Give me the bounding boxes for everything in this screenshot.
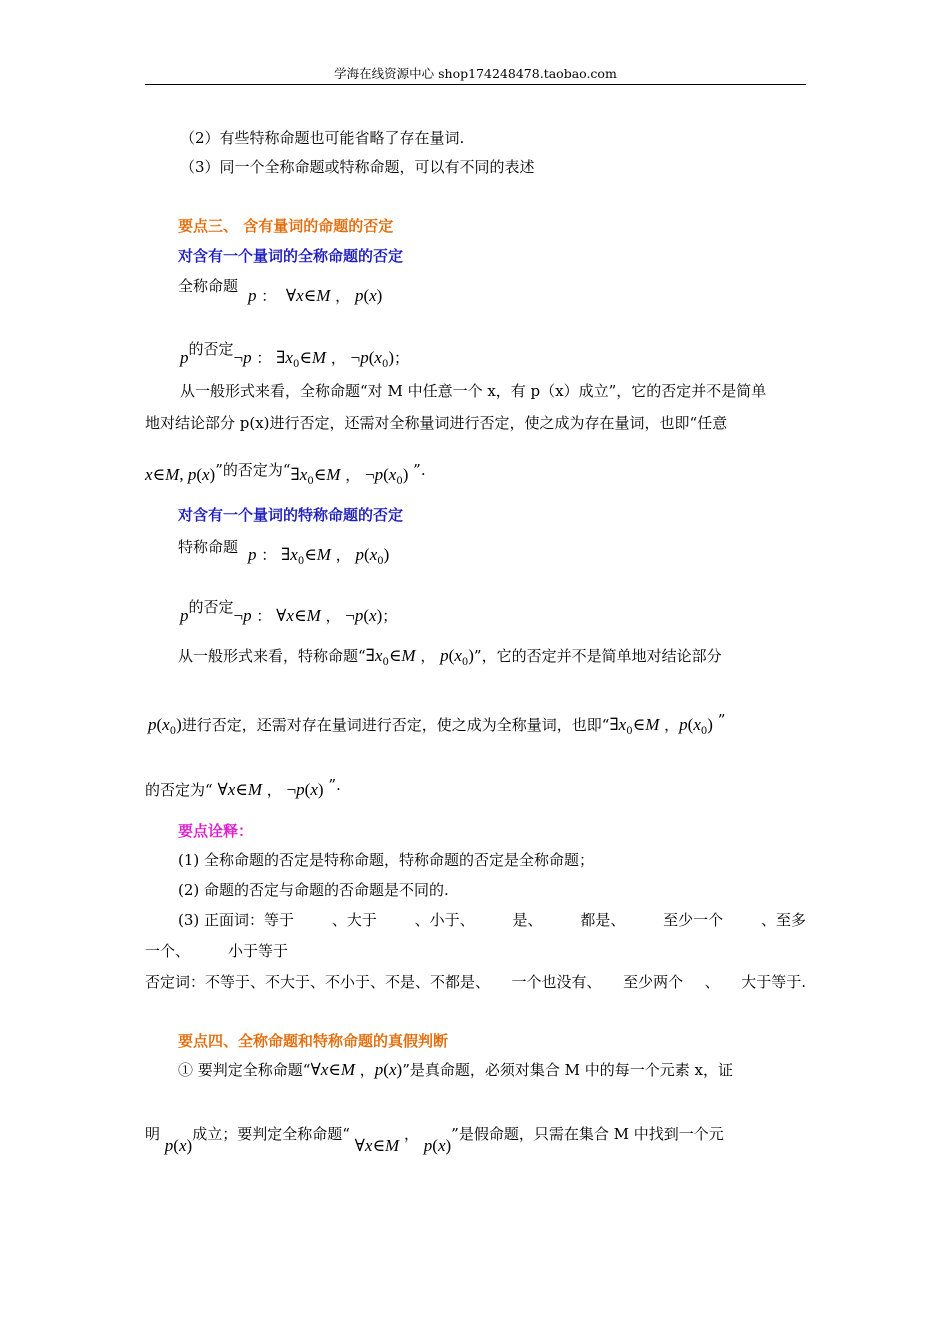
section-4-line-2: 明 p(x)成立；要判定全称命题“ ∀x∈M ， p(x)”是假命题，只需在集合 M 中找到一个元 [145,1125,724,1155]
existential-negation-formula: p的否定¬p ： ∀x∈M ， ¬p(x)； [180,598,398,625]
note-3-line-2: 一个、 小于等于 [145,942,289,960]
note-3-line-3: 否定词：不等于、不大于、不小于、不是、不都是、 一个也没有、 至少两个 、 大于等于. [145,973,806,991]
paragraph-1-line-1: 从一般形式来看，全称命题“对 M 中任意一个 x，有 p（x）成立”，它的否定并不是简单 [180,382,767,400]
page-header: 学海在线资源中心 shop174248478.taobao.com [334,66,617,81]
note-2: (2) 命题的否定与命题的否命题是不同的. [178,881,449,899]
note-3-line-1: (3) 正面词：等于 、大于 、小于、 是、 都是、 至少一个 、至多 [178,911,806,929]
universal-formula: p ： ∀x∈M ， p(x) [248,286,383,305]
section-3-title: 要点三、 含有量词的命题的否定 [178,217,394,235]
item-3: （3）同一个全称命题或特称命题，可以有不同的表述 [180,158,535,176]
paragraph-1-line-3: x∈M, p(x)”的否定为“$\exists x_0\in M$ ， $\neg p(x_0)$ ”. [145,461,426,487]
existential-formula: p ： $\exists x_0\in M$ ， $p(x_0)$ [248,545,390,567]
paragraph-2-line-2: $p(x_0)$进行否定，还需对存在量词进行否定，使之成为全称量词，也即“$\exists x_0\in M$ ，$p(x_0)$ ” [148,711,726,737]
universal-negation-formula: p的否定¬p ： $\exists x_0\in M$ ， $\neg p(x_0)$； [180,340,409,370]
paragraph-2-line-1: 从一般形式来看，特称命题“$\exists x_0\in M$ ， $p(x_0)$”，它的否定并不是简单地对结论部分 [178,646,722,668]
note-1: (1) 全称命题的否定是特称命题，特称命题的否定是全称命题； [178,851,595,869]
section-4-line-1: ① 要判定全称命题“∀x∈M ，p(x)”是真命题，必须对集合 M 中的每一个元素 x，证 [178,1060,733,1079]
subsection-existential-negation-title: 对含有一个量词的特称命题的否定 [178,506,404,524]
paragraph-1-line-2: 地对结论部分 p(x)进行否定，还需对全称量词进行否定，使之成为存在量词，也即“任意 [145,414,728,432]
header-rule [145,84,806,85]
note-title: 要点诠释： [178,822,254,840]
universal-label: 全称命题 [178,277,239,295]
item-2: （2）有些特称命题也可能省略了存在量词. [180,129,465,147]
subsection-universal-negation-title: 对含有一个量词的全称命题的否定 [178,247,404,265]
section-4-title: 要点四、全称命题和特称命题的真假判断 [178,1032,449,1050]
existential-label: 特称命题 [178,538,239,556]
paragraph-2-line-3: 的否定为“ ∀x∈M ， ¬p(x) ”. [145,776,341,799]
